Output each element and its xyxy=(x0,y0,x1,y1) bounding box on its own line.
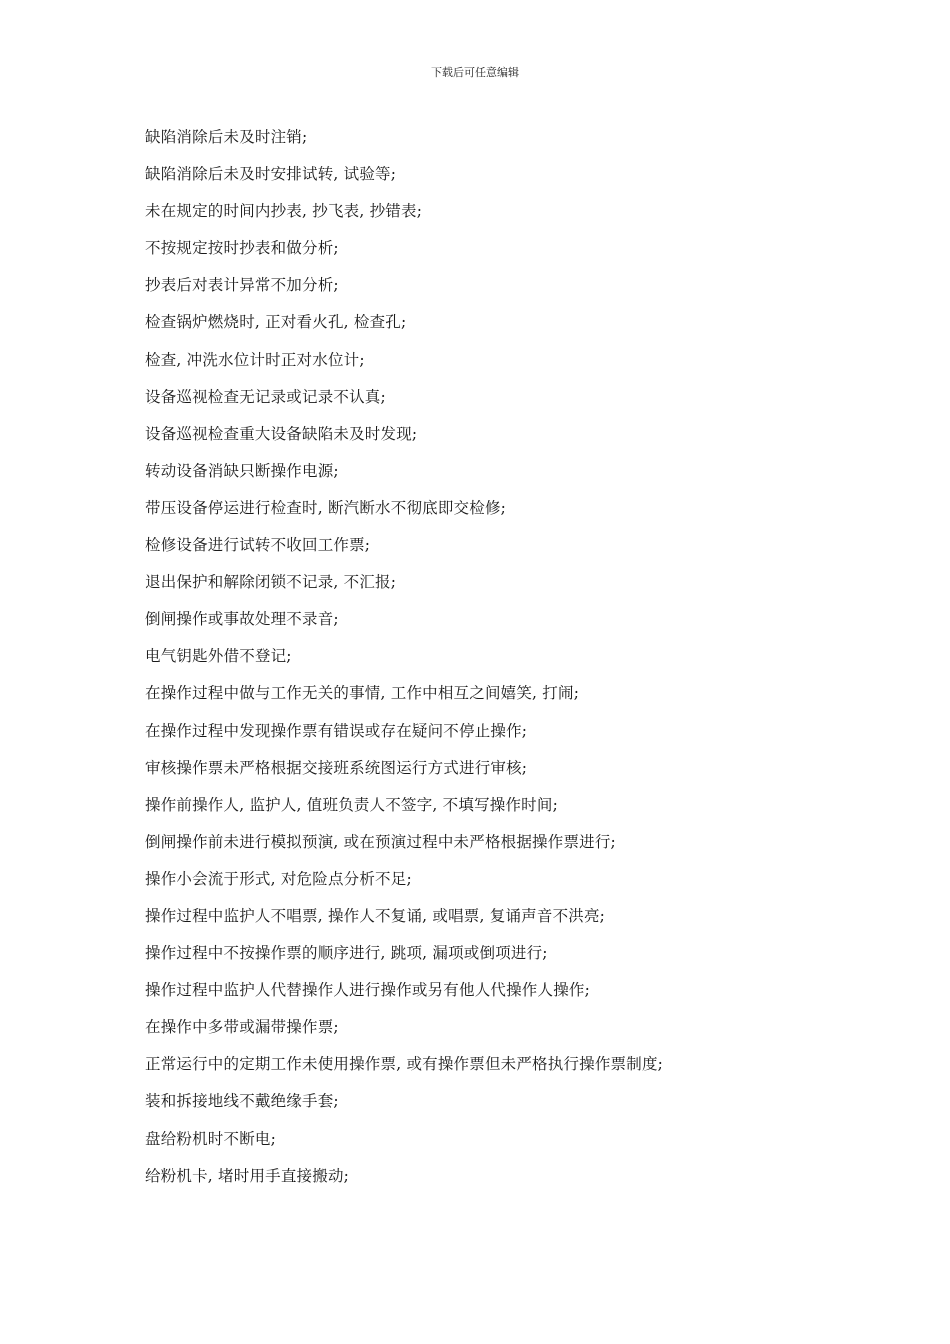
list-item: 设备巡视检查无记录或记录不认真; xyxy=(145,387,386,406)
list-item: 倒闸操作前未进行模拟预演, 或在预演过程中未严格根据操作票进行; xyxy=(145,832,616,851)
list-item: 检查, 冲洗水位计时正对水位计; xyxy=(145,350,365,369)
list-item: 审核操作票未严格根据交接班系统图运行方式进行审核; xyxy=(145,758,528,777)
list-item: 装和拆接地线不戴绝缘手套; xyxy=(145,1092,339,1111)
list-item: 抄表后对表计异常不加分析; xyxy=(145,276,339,295)
list-item: 在操作中多带或漏带操作票; xyxy=(145,1018,339,1037)
list-item: 操作前操作人, 监护人, 值班负责人不签字, 不填写操作时间; xyxy=(145,795,558,814)
list-item: 倒闸操作或事故处理不录音; xyxy=(145,610,339,629)
list-item: 操作过程中监护人代替操作人进行操作或另有他人代操作人操作; xyxy=(145,981,591,1000)
violation-list xyxy=(145,124,905,1200)
list-item: 给粉机卡, 堵时用手直接搬动; xyxy=(145,1166,350,1185)
list-item: 在操作过程中发现操作票有错误或存在疑问不停止操作; xyxy=(145,721,528,740)
list-item: 未在规定的时间内抄表, 抄飞表, 抄错表; xyxy=(145,202,423,221)
list-item: 操作小会流于形式, 对危险点分析不足; xyxy=(145,869,412,888)
list-item: 转动设备消缺只断操作电源; xyxy=(145,461,339,480)
list-item: 在操作过程中做与工作无关的事情, 工作中相互之间嬉笑, 打闹; xyxy=(145,684,580,703)
list-item: 电气钥匙外借不登记; xyxy=(145,647,292,666)
list-item: 正常运行中的定期工作未使用操作票, 或有操作票但未严格执行操作票制度; xyxy=(145,1055,664,1074)
list-item: 盘给粉机时不断电; xyxy=(145,1129,277,1148)
list-item: 退出保护和解除闭锁不记录, 不汇报; xyxy=(145,573,397,592)
list-item: 带压设备停运进行检查时, 断汽断水不彻底即交检修; xyxy=(145,498,507,517)
list-item: 操作过程中监护人不唱票, 操作人不复诵, 或唱票, 复诵声音不洪亮; xyxy=(145,906,606,925)
list-item: 检修设备进行试转不收回工作票; xyxy=(145,536,371,555)
list-item: 设备巡视检查重大设备缺陷未及时发现; xyxy=(145,424,418,443)
page-header: 下载后可任意编辑 xyxy=(431,66,519,79)
list-item: 检查锅炉燃烧时, 正对看火孔, 检查孔; xyxy=(145,313,407,332)
list-item: 缺陷消除后未及时安排试转, 试验等; xyxy=(145,165,397,184)
list-item: 操作过程中不按操作票的顺序进行, 跳项, 漏项或倒项进行; xyxy=(145,944,548,963)
list-item: 缺陷消除后未及时注销; xyxy=(145,128,308,146)
list-item: 不按规定按时抄表和做分析; xyxy=(145,239,339,258)
